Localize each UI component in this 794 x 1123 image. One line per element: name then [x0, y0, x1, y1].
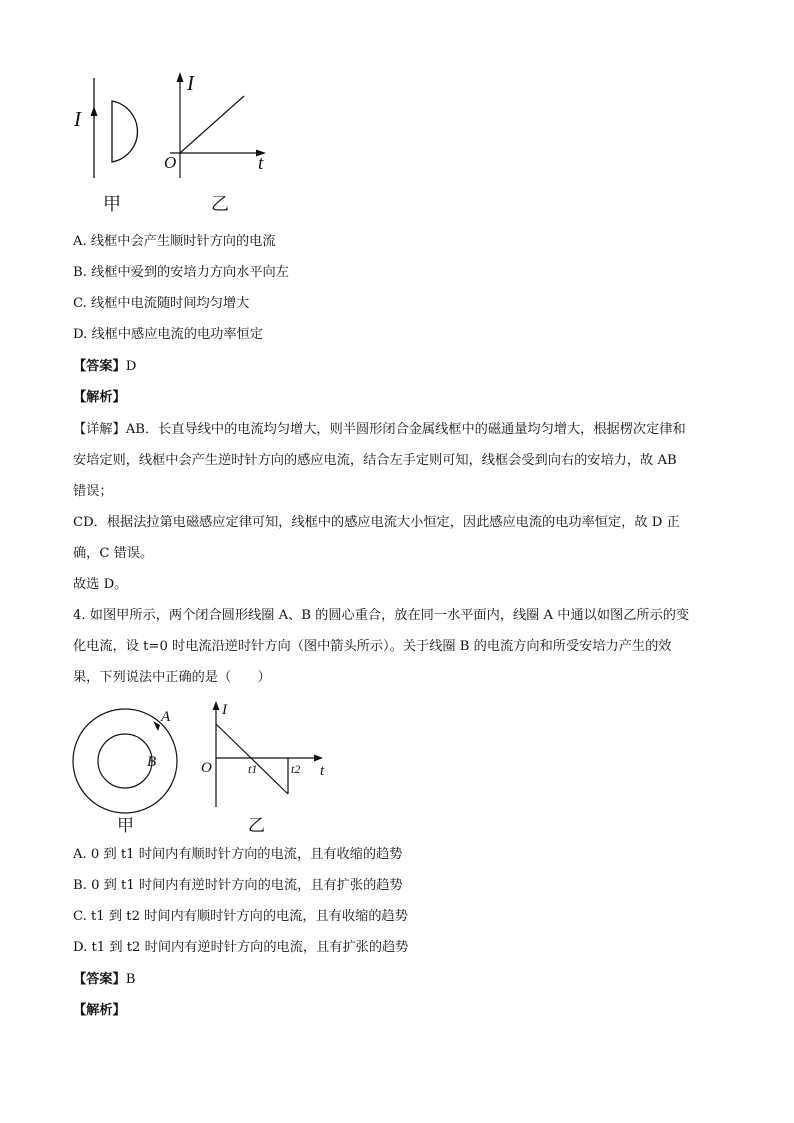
q4-option-a: A. 0 到 t1 时间内有顺时针方向的电流，且有收缩的趋势 — [73, 847, 403, 862]
q3-analysis-tag: 【解析】 — [73, 390, 126, 405]
x-axis-arrow-icon — [314, 755, 323, 762]
t2-label: t2 — [291, 762, 301, 776]
wire-current-label: I — [74, 107, 81, 131]
figure-2 — [65, 695, 345, 840]
answer-value: B — [125, 972, 136, 987]
semicircle-loop — [112, 101, 137, 162]
caption-right: 乙 — [248, 816, 265, 835]
coil-b — [98, 734, 152, 788]
detail-line: CD．根据法拉第电磁感应定律可知，线框中的感应电流大小恒定，因此感应电流的电功率恒定，故 D 正 — [73, 515, 680, 530]
x-axis-label: t — [258, 153, 264, 174]
stem-line: 4. 如图甲所示，两个闭合圆形线圈 A、B 的圆心重合，放在同一水平面内，线圈 A 中通以如图乙所示的变 — [73, 608, 690, 623]
caption-left: 甲 — [117, 816, 134, 835]
caption-right: 乙 — [211, 194, 229, 214]
q3-option-a: A. 线框中会产生顺时针方向的电流 — [73, 234, 276, 249]
y-axis-label: I — [187, 71, 194, 95]
answer-value: D — [125, 359, 137, 374]
origin-label: O — [164, 153, 177, 172]
y-axis-label: I — [222, 702, 227, 718]
q3-option-b: B. 线框中爱到的安培力方向水平向左 — [73, 265, 289, 280]
answer-tag: 【答案】 — [73, 359, 126, 374]
q3-option-c: C. 线框中电流随时间均匀增大 — [73, 296, 250, 311]
detail-line: 故选 D。 — [73, 577, 128, 592]
q4-answer — [73, 970, 135, 990]
answer-tag: 【答案】 — [73, 972, 126, 987]
q3-option-d: D. 线框中感应电流的电功率恒定 — [73, 327, 263, 342]
y-axis-arrow-icon — [177, 72, 184, 82]
counterclockwise-arrow-icon — [153, 721, 160, 731]
stem-line: 化电流，设 t=0 时电流沿逆时针方向（图中箭头所示）。关于线圈 B 的电流方向和所受安培力产生的效 — [73, 639, 672, 654]
detail-line: 确，C 错误。 — [73, 546, 154, 561]
t1-label: t1 — [248, 762, 258, 776]
coil-a-label: A — [161, 709, 171, 725]
q3-answer — [73, 357, 136, 377]
q4-option-d: D. t1 到 t2 时间内有逆时针方向的电流，且有扩张的趋势 — [73, 940, 409, 955]
current-line — [216, 724, 288, 794]
x-axis-label: t — [320, 763, 325, 779]
origin-label: O — [201, 760, 212, 776]
detail-line: 【详解】AB．长直导线中的电流均匀增大，则半圆形闭合金属线框中的磁通量均匀增大，根据楞次定律和 — [73, 422, 686, 437]
detail-line: 安培定则，线框中会产生逆时针方向的感应电流，结合左手定则可知，线框会受到向右的安培力，故 AB — [73, 453, 677, 468]
current-arrow-icon — [91, 106, 98, 116]
detail-line: 错误； — [73, 484, 113, 499]
q4-analysis-tag: 【解析】 — [73, 1003, 126, 1018]
coil-b-label: B — [147, 754, 157, 770]
q4-stem — [73, 600, 723, 693]
caption-left: 甲 — [103, 194, 121, 214]
q4-option-c: C. t1 到 t2 时间内有顺时针方向的电流，且有收缩的趋势 — [73, 909, 408, 924]
q3-detail — [73, 414, 723, 600]
figure-1 — [60, 60, 290, 220]
q4-option-b: B. 0 到 t1 时间内有逆时针方向的电流，且有扩张的趋势 — [73, 878, 403, 893]
y-axis-arrow-icon — [213, 701, 220, 710]
current-line — [180, 96, 244, 153]
stem-line: 果，下列说法中正确的是（ ） — [73, 670, 271, 685]
